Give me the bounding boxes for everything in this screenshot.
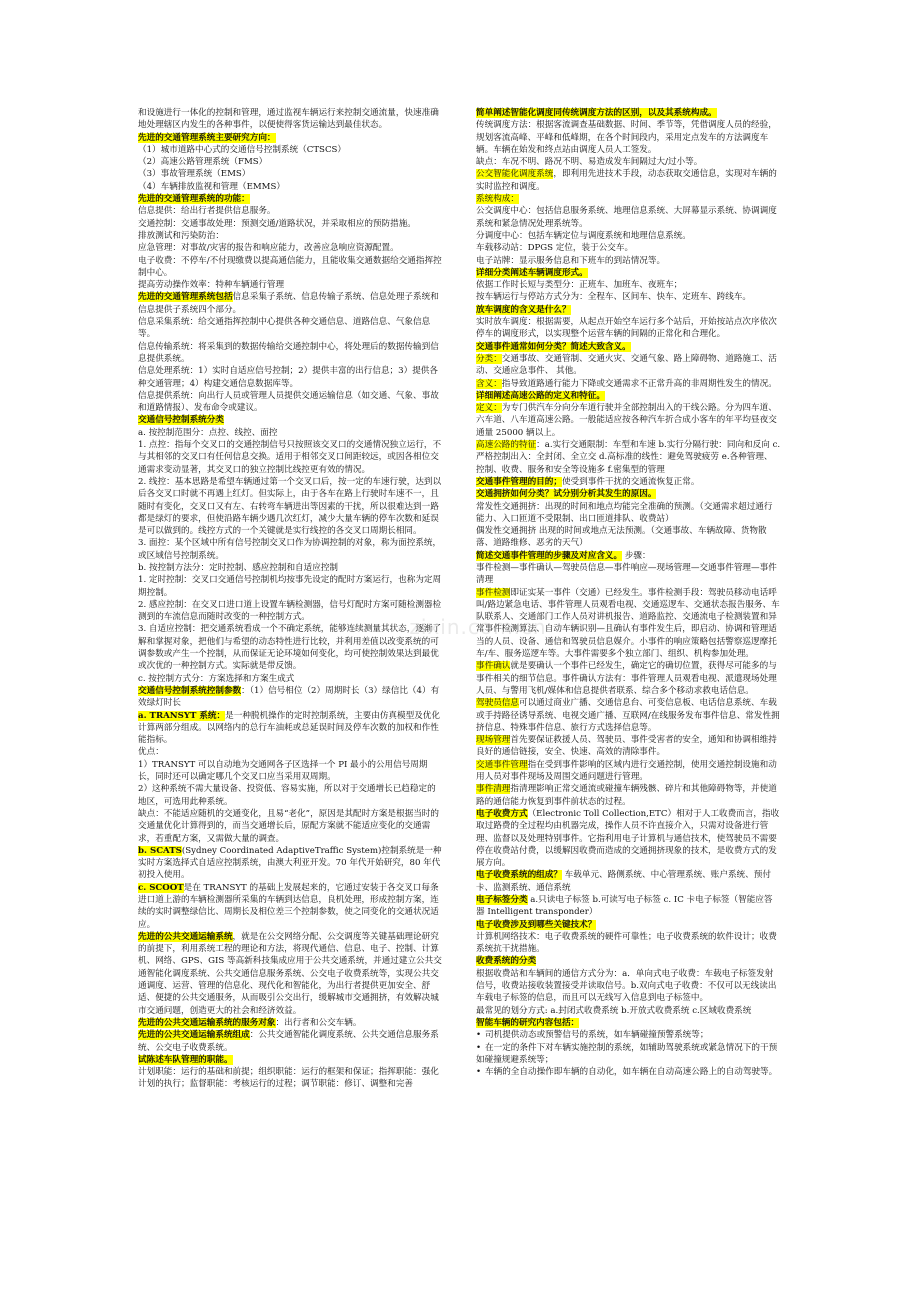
body-text: 提高劳动操作效率：特种车辆通行管理 — [138, 280, 285, 291]
paragraph — [138, 390, 443, 415]
highlighted-heading: 试陈述车队管理的职能。 — [138, 1054, 233, 1065]
paragraph — [476, 894, 781, 919]
highlighted-heading: 先进的公共交通运输系统的服务对象 — [138, 1017, 276, 1028]
paragraph — [138, 279, 443, 291]
highlighted-term: 定义： — [476, 403, 502, 414]
paragraph — [138, 673, 443, 685]
paragraph — [476, 919, 781, 931]
body-text: 分调度中心：包括车辆定位与调度系统和地理信息系统。 — [476, 230, 691, 241]
highlighted-term: 事件检测 — [476, 587, 511, 598]
paragraph — [476, 1029, 781, 1041]
highlighted-term: 事件清理 — [476, 784, 511, 795]
highlighted-heading: 电子标签分类 — [476, 895, 528, 905]
highlighted-heading: 简单阐述智能化调度同传统调度方法的区别，以及其系统构成。 — [476, 108, 717, 118]
paragraph — [476, 488, 781, 500]
body-text: 指导致道路通行能力下降或交通需求不正常升高的非周期性发生的情况。 — [501, 378, 777, 389]
paragraph — [476, 279, 781, 291]
highlighted-heading: 详细分类阐述车辆调度形式。 — [476, 267, 588, 278]
paragraph — [476, 255, 781, 267]
highlighted-heading: 收费系统的分类 — [476, 956, 537, 967]
body-text: 指在受到事件影响的区域内进行交通控制，使用交通控制设施和动用人员对事件现场及周围交通问题进行管理。 — [476, 759, 777, 783]
paragraph — [138, 132, 443, 144]
paragraph — [138, 685, 443, 710]
highlighted-heading: a. TRANSYT 系统： — [138, 710, 226, 721]
body-text: 是在 TRANSYT 的基础上发展起来的，它通过安装于各交叉口每条进口道上游的车辆检测器所采集的车辆到达信息，良机处理，形成控制方案，连续的实时调整绿信比、周期长及相位差三个控制参数，使之同变化的交通状况适应。 — [138, 882, 439, 930]
body-text: 2. 线控：基本思路是希望车辆通过第一个交叉口后，按一定的车速行驶，达到以后各交叉口时就不再遇上红灯。但实际上，由于各车在路上行驶时车速不一，且随时有变化，交叉口又有左、右转弯车辆进出等因素的干扰，所以很难达到一路都是绿灯的要求，但使沿路车辆少遇几次红灯，减少大量车辆的停车次数和延误是可以做到的。线控方式的一个关键就是实行线控的各交叉口周期长相同。 — [138, 476, 442, 537]
body-text: 公交调度中心：包括信息服务系统、地理信息系统、大屏幕显示系统、协调调度系统和紧急情况处理系统等。 — [476, 206, 777, 229]
paragraph — [138, 759, 443, 784]
paragraph — [138, 156, 443, 168]
highlighted-heading: b. SCATS — [138, 845, 182, 856]
body-text: a. 按控制范围分：点控、线控、面控 — [138, 427, 278, 438]
highlighted-heading: 交通信号控制系统分类 — [138, 415, 224, 426]
highlighted-term: 驾驶员信息 — [476, 698, 519, 709]
body-text: 依据工作时长短与类型分：正班车、加班车、夜班车； — [476, 280, 683, 291]
body-text: 1. 定时控制：交叉口交通信号控制机均按事先设定的配时方案运行，也称为定周期控制。 — [138, 575, 442, 598]
body-text: ：（1）信号相位（2）周期时长（3）绿信比（4）有效绿灯时长 — [138, 685, 440, 709]
body-text: ，就是在公交网络分配、公交调度等关键基础理论研究的前提下，利用系统工程的理论和方法，将现代通信、信息、电子、控制、计算机、网络、GPS、GIS 等高新科技集成应用于公共交通系统，并通过建立公共交通智能化调度系统、公共交通信息服务系统、公交电子收费系统等，实现公共交通调度、运营、管理的信息化、现代化和智能化，为出行者提供更加安全、舒适、便捷的公共交通服务，从而吸引公交出行，缓解城市交通拥挤，有效解决城市交通问题，创造更大的社会和经济效益。 — [138, 931, 442, 1016]
body-text: 和设施进行一体化的控制和管理，通过监视车辆运行来控制交通流量，快速准确地处理辖区内发生的各种事件，以便使得客货运输达到最佳状态。 — [138, 108, 439, 131]
highlighted-heading: 简述交通事件管理的步骤及对应含义。 — [476, 550, 623, 561]
body-text: 交通事故、交通管制、交通火灾、交通气象、路上障碍物、道路施工、活动、交通应急事件、 其他。 — [476, 353, 777, 377]
body-text: 信息提供系统：向出行人员或管理人员提供交通运输信息（如交通、气象、事故和道路情报）、发布命令或建议。 — [138, 390, 439, 414]
paragraph — [476, 168, 781, 193]
paragraph — [476, 402, 781, 439]
paragraph — [138, 1066, 443, 1091]
body-text: 信息处理系统：1）实时自适应信号控制；2）提供丰富的出行信息；3）提供各种交通管理；4）构建交通信息数据库等。 — [138, 366, 438, 389]
body-text: 排放测试和污染防治： — [138, 230, 224, 241]
body-text: 可以通过商业广播、交通信息台、可变信息板、电话信息系统、车载或手持路径诱导系统、电视交通广播、互联网/在线服务发布事件信息、常发性拥挤信息、特殊事件信息、旅行方式选择信息等。 — [476, 698, 780, 733]
body-text: 车载单元、路侧系统、中心管理系统、账户系统、预付卡、监测系统、通信系统 — [476, 870, 771, 893]
body-text: 3. 面控：某个区域中所有信号控制交叉口作为协调控制的对象，称为面控系统，或区域信号控制系统。 — [138, 538, 442, 561]
body-text: 使受到事件干扰的交通流恢复正常。 — [561, 476, 700, 487]
paragraph — [476, 1042, 781, 1067]
highlighted-heading: 交通拥挤如何分类？试分别分析其发生的原因。 — [476, 489, 657, 500]
paragraph — [138, 291, 443, 316]
highlighted-heading: 详细阐述高速公路的定义和特征。 — [476, 390, 605, 401]
paragraph — [476, 1066, 781, 1078]
highlighted-heading: 电子收费方式 — [476, 808, 528, 819]
body-text: 在一定的条件下对车辆实施控制的系统，如辅助驾驶系统或紧急情况下的干预如碰撞规避系统等； — [476, 1042, 778, 1065]
body-text: 常发性交通拥挤：出现的时间和地点均能完全准确的预测。（交通需求超过通行能力、入口匝道不受限制、出口匝道排队、收费站） — [476, 501, 773, 524]
body-text: 首先要保证救援人员、驾驶员、事件受害者的安全，通知和协调相维持良好的通信链接，安全、快速、高效的清除事件。 — [476, 735, 777, 758]
paragraph — [138, 710, 443, 747]
body-text: 实时放车调度：根据需要，从起点开始空车运行多个站后，开始按站点次序依次停车的调度形式，以实现整个运营车辆的间隔的正常化和合理化。 — [476, 317, 777, 340]
paragraph — [476, 808, 781, 869]
highlighted-heading: 电子收费系统的组成？ — [476, 870, 562, 881]
paragraph — [476, 230, 781, 242]
paragraph — [476, 353, 781, 378]
paragraph — [476, 759, 781, 784]
highlighted-heading: 先进的交通管理系统包括 — [138, 292, 233, 303]
paragraph — [138, 316, 443, 341]
body-text: 信息传输系统：将采集到的数据传输给交通控制中心，将处理后的数据传输到信息提供系统。 — [138, 341, 439, 364]
paragraph — [476, 734, 781, 759]
paragraph — [138, 168, 443, 180]
paragraph — [476, 390, 781, 402]
body-text: 电子站牌：显示服务信息和下班车的到站情况等。 — [476, 255, 666, 266]
body-text: （2）高速公路管理系统（FMS） — [138, 157, 268, 168]
body-text: 传统调度方法：根据客流调查基础数据、时间、季节等，凭借调度人员的经验，规划客流高峰、平峰和低峰期，在各个时间段内，采用定点发车的方法调度车辆。车辆在始发和终点站由调度人员人工签发。 — [476, 120, 777, 155]
right-column — [476, 107, 781, 1078]
bullet-icon: • — [476, 1042, 482, 1053]
paragraph — [476, 107, 781, 119]
paragraph — [476, 525, 781, 550]
paragraph — [138, 562, 443, 574]
body-text: 车辆的全自动操作即车辆的自动化，如车辆在自动高速公路上的自动驾驶等。 — [485, 1067, 778, 1078]
body-text: 1. 点控：指每个交叉口的交通控制信号只按照该交叉口的交通情况独立运行，不与其相邻的交叉口有任何信息交换。适用于相邻交叉口间距较远，或因各相位交通需求变动显著，其交叉口的独立控制比线控更有效的情况。 — [138, 440, 442, 475]
paragraph — [138, 623, 443, 672]
paragraph — [476, 968, 781, 1005]
paragraph — [138, 599, 443, 624]
body-text: （1）城市道路中心式的交通信号控制系统（CTSCS） — [138, 144, 347, 155]
body-text: 信息采集系统：给交通指挥控制中心提供各种交通信息、道路信息、气象信息等。 — [138, 317, 431, 340]
paragraph — [138, 414, 443, 426]
body-text: b. 按控制方法分：定时控制、感应控制和自适应控制 — [138, 562, 339, 573]
body-text: （3）事故管理系统（EMS） — [138, 169, 251, 180]
highlighted-heading: 先进的交通管理系统主要研究方向： — [138, 132, 276, 143]
body-text: 缺点：不能适应随机的交通变化，且易“老化”，原因是其配时方案是根据当时的交通量优化计算得到的，而当交通增长后，原配方案就不能适应变化的交通需求，若重配方案，又需做大量的调查。 — [138, 808, 439, 844]
body-text: 3. 自适应控制：把交通系统看成一个不确定系统，能够连续测量其状态，逐渐了解和掌握对象，把他们与希望的动态特性进行比较，并利用差值以改变系统的可调参数或产生一个控制，从而保证无论环境如何变化，均可使控制效果达到最优或次优的一种控制方式。实际就是带反馈。 — [138, 624, 442, 672]
paragraph — [476, 267, 781, 279]
paragraph — [138, 242, 443, 254]
paragraph — [476, 587, 781, 661]
paragraph — [476, 156, 781, 168]
body-text: 事件检测—事件确认—驾驶员信息—事件响应—现场管理—交通事件管理—事件清理 — [476, 562, 777, 586]
body-text: c. 按控制方式分：方案选择和方案生成式 — [138, 673, 295, 684]
paragraph — [138, 439, 443, 476]
paragraph — [138, 1017, 443, 1029]
paragraph — [476, 439, 781, 476]
paragraph — [476, 205, 781, 230]
body-text: 即证实某一事件（交通）已经发生。事件检测手段：驾驶员移动电话呼叫/路边紧急电话、事件管理人员观看电视、交通巡逻车、交通状态报告服务、车队联系人、交通部门工作人员对讲机报告、道路监控、交通流电子检测装置和异常事件检测算法、自动车辆识别—且确认有事件发生后，即启动、协调和管理适当的人员、设备、通信和驾驶员信息媒介。小事件的响应策略包括警察巡逻摩托车/车、服务巡逻车等。大事件需要多个独立部门、组织、机构参加处理。 — [476, 587, 780, 660]
body-text: ，即利用先进技术手段，动态获取交通信息，实现对车辆的实时监控和调度。 — [476, 169, 777, 192]
paragraph — [138, 365, 443, 390]
highlighted-term: 事件确认 — [476, 661, 511, 672]
paragraph — [138, 476, 443, 537]
body-text: ：公共交通智能化调度系统、公共交通信息服务系统、公交电子收费系统。 — [138, 1030, 439, 1053]
highlighted-heading: 先进的公共交通运输系统 — [138, 931, 233, 942]
paragraph — [476, 341, 781, 353]
body-text: a.只读电子标签 b.可读写电子标签 c. IC 卡电子标签（智能应答器 Intelligent transponder） — [476, 895, 773, 918]
paragraph — [138, 882, 443, 931]
paragraph — [476, 1005, 781, 1017]
body-text: （4）车辆排放监视和管理（EMMS） — [138, 181, 285, 192]
highlighted-heading: 交通事件通常如何分类？简述大致含义。 — [476, 341, 631, 352]
paragraph — [138, 255, 443, 280]
paragraph — [476, 869, 781, 894]
bullet-icon: • — [476, 1067, 482, 1078]
paragraph — [476, 378, 781, 390]
highlighted-heading: c. SCOOT — [138, 882, 184, 893]
paragraph — [476, 1017, 781, 1029]
highlighted-term: 高速公路的特征 — [476, 440, 537, 451]
highlighted-term: 分类： — [476, 353, 502, 364]
paragraph — [476, 476, 781, 488]
paragraph — [476, 550, 781, 562]
body-text: 2. 感应控制：在交叉口进口道上设置车辆检测器，信号灯配时方案可随检测器检测到的车流信息而随时改变的一种控制方式。 — [138, 599, 442, 623]
body-text: 2）这种系统不需大量设备、投资低、容易实施，所以对于交通增长已趋稳定的地区，可选用此种系统。 — [138, 784, 436, 807]
body-text: 优点： — [138, 747, 164, 758]
highlighted-term: 交通事件管理 — [476, 759, 528, 770]
highlighted-term: 含义： — [476, 378, 502, 389]
bullet-icon: • — [476, 1030, 482, 1041]
paragraph — [138, 107, 443, 132]
paragraph — [138, 205, 443, 217]
paragraph — [138, 1054, 443, 1066]
body-text: 信息采集子系统、信息传输子系统、信息处理子系统和信息提供子系统四个部分。 — [138, 292, 439, 315]
paragraph — [476, 242, 781, 254]
body-text: （Electronic Toll Collection,ETC）相对于人工收费而言，指收取过路费的全过程均由机器完成，操作人员不许直接介入，只需对设备进行管理、监督以及处理特别事件。它指利用电子计算机与通信技术，使驾驶员不需要停在收费站付费，以缓解因收费而造成的交通拥挤现象的技术，是收费方式的发展方向。 — [476, 808, 780, 869]
body-text: (Sydney Coordinated AdaptiveTraffic System)控制系统是一种实时方案选择式自适应控制系统，由澳大利亚开发。70 年代开始研究，80 年代初投入使用。 — [138, 845, 442, 881]
watermark: zixin.com.cn — [409, 615, 547, 639]
paragraph — [476, 291, 781, 303]
body-text: 步骤： — [622, 550, 651, 561]
body-text: 1）TRANSYT 可以自动地为交通网各子区选择一个 PI 最小的公用信号周期长，同时还可以确定哪几个交叉口应当采用双周期。 — [138, 759, 428, 783]
body-text: 指清理影响正常交通流或碰撞车辆残骸、碎片和其他障碍物等，并使道路的通信能力恢复到事件前状态的过程。 — [476, 784, 777, 807]
paragraph — [138, 341, 443, 366]
body-text: 计算机网络技术：电子收费系统的硬件可靠性；电子收费系统的软件设计；收费系统抗干扰措施。 — [476, 931, 777, 955]
paragraph — [476, 783, 781, 808]
highlighted-heading: 电子收费涉及到哪些关键技术？ — [476, 919, 597, 930]
left-column — [138, 107, 443, 1091]
highlighted-term: 公交智能化调度系统 — [476, 169, 554, 180]
paragraph — [476, 697, 781, 734]
highlighted-heading: 先进的交通管理系统的功能： — [138, 194, 250, 205]
highlighted-heading: 智能车辆的研究内容包括： — [476, 1017, 580, 1028]
highlighted-heading: 先进的公共交通运输系统组成 — [138, 1030, 250, 1041]
paragraph — [476, 316, 781, 341]
paragraph — [138, 537, 443, 562]
body-text: 信息提供：给出行者提供信息服务。 — [138, 206, 276, 217]
paragraph — [476, 119, 781, 156]
body-text: 交通控制：交通事故处理：预测交通/道路状况，并采取相应的预防措施。 — [138, 218, 416, 229]
paragraph — [476, 304, 781, 316]
paragraph — [138, 144, 443, 156]
paragraph — [138, 1029, 443, 1054]
highlighted-term: 现场管理 — [476, 735, 511, 746]
paragraph — [476, 660, 781, 697]
highlighted-heading: 放车调度的含义是什么？ — [476, 304, 571, 315]
highlighted-heading: 交通信号控制系统控制参数 — [138, 685, 242, 696]
body-text: 最常见的划分方式: a.封闭式收费系统 b.开放式收费系统 c.区域收费系统 — [476, 1005, 752, 1016]
body-text: 是一种脱机操作的定时控制系统，主要由仿真模型及优化计算两部分组成。以网络内的总行车油耗或总延误时间及停车次数的加权和作性能指标。 — [138, 710, 440, 746]
paragraph — [138, 218, 443, 230]
paragraph — [476, 193, 781, 205]
body-text: 电子收费：不停车/不付现缴费以提高通信能力，且能收集交通数据给交通指挥控制中心。 — [138, 255, 442, 278]
body-text: 为专门供汽车分向分车道行驶并全部控制出入的干线公路。分为四车道、六车道、八车道高速公路。一般能适应按各种汽车折合成小客车的年平均昼夜交通量 25000 辆以上。 — [476, 403, 777, 438]
paragraph — [138, 193, 443, 205]
body-text: 计划职能：运行的基础和前提；组织职能：运行的框架和保证；指挥职能：强化计划的执行；监督职能：考核运行的过程；调节职能：修订、调整和完善 — [138, 1067, 439, 1090]
highlighted-heading: 交通事件管理的目的； — [476, 476, 562, 487]
paragraph — [138, 783, 443, 808]
body-text: 偶发性交通拥挤 出现的时间或地点无法预测。（交通事故、车辆故障、货物散落、道路维修、恶劣的天气） — [476, 526, 767, 549]
body-text: 就是要确认一个事件已经发生，确定它的确切位置，获得尽可能多的与事件相关的细节信息。事件确认方法有：事件管理人员观看电视、派遣现场处理人员、与警用飞机/媒体和信息提供者联系、综合多个移动求救电话信息。 — [476, 661, 777, 696]
body-text: 司机提供动态或预警信号的系统，如车辆碰撞预警系统等； — [485, 1030, 709, 1041]
body-text: ：出行者和公交车辆。 — [275, 1017, 362, 1028]
body-text: 根据收费站和车辆间的通信方式分为：a．单向式电子收费：车载电子标签发射信号，收费站接收装置接受并读取信号。b.双向式电子收费：不仅可以无线读出车载电子标签的信息，而且可以无线写入信息到电子标签中。 — [476, 968, 777, 1004]
body-text: 按车辆运行与停站方式分为：全程车、区间车、快车、定班车、跨线车。 — [476, 292, 752, 303]
paragraph — [476, 501, 781, 526]
body-text: 车载移动站：DPGS 定位，装于公交车。 — [476, 243, 634, 254]
paragraph — [138, 574, 443, 599]
body-text: 应急管理：对事故/灾害的报告和响应能力，改善应急响应资源配置。 — [138, 243, 399, 254]
paragraph — [138, 845, 443, 882]
paragraph — [138, 746, 443, 758]
paragraph — [476, 931, 781, 956]
paragraph — [138, 427, 443, 439]
paragraph — [138, 230, 443, 242]
body-text: 缺点：车况不明、路况不明、易造成发车间隔过大/过小等。 — [476, 157, 703, 168]
paragraph — [138, 808, 443, 845]
paragraph — [476, 955, 781, 967]
paragraph — [476, 562, 781, 587]
paragraph — [138, 931, 443, 1017]
body-text: ：a.实行交通限制：车型和车速 b.实行分隔行驶：同向和反向 c.严格控制出入：全封闭、全立交 d.高标准的线性：避免驾驶疲劳 e.各种管理、控制、收费、服务和安全等设施多 f.密集型的管理 — [476, 440, 781, 475]
paragraph — [138, 181, 443, 193]
highlighted-term: 系统构成： — [476, 194, 519, 205]
